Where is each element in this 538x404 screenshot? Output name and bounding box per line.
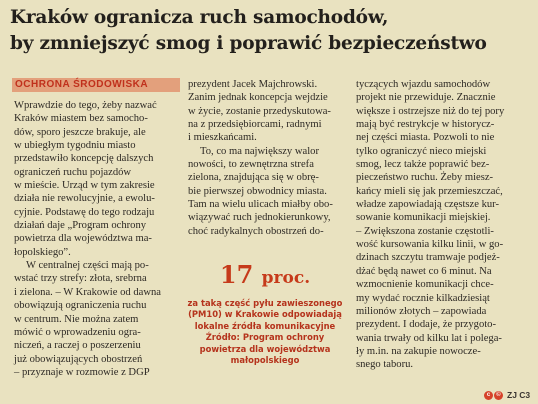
text-line: choć radykalnych obostrzeń do- [188,225,324,237]
text-line: kańcy mieli się jak przemieszczać, [356,185,503,197]
highlight-box [170,258,360,366]
text-line: przedstawiło koncepcję dalszych [14,153,154,165]
highlight-line: Źródło: Program ochrony [205,332,325,343]
text-line: większe i ostrzejsze niż do tej pory [356,105,505,117]
text-line: Wprawdzie do tego, żeby nazwać [14,100,157,111]
article-column-2 [188,78,358,238]
text-line: nej części miasta. Pozwoli to nie [356,132,495,144]
copyright-icon: © [494,391,503,400]
text-line: W centralnej części mają po- [26,260,149,272]
text-line: wzmocnienie komunikacji chce- [356,279,494,291]
text-line: nowości, to zewnętrzna strefa [188,159,314,171]
text-line: na z przedsiębiorcami, radnymi [188,119,322,131]
highlight-line: za taką część pyłu zawieszonego [187,298,343,308]
cc-icon: c [484,391,493,400]
text-line: snego taboru. [356,359,414,371]
headline [10,5,530,57]
text-line: Tam na wielu ulicach miałby obo- [188,199,333,211]
headline-line-1: Kraków ogranicza ruch samochodów, [10,7,389,28]
highlight-line: (PM10) w Krakowie odpowiadają [188,309,342,320]
text-line: smog, lecz także poprawić bez- [356,159,490,171]
highlight-value: 17 [219,260,254,289]
text-line: dzinach szczytu tramwaje podjeż- [356,252,500,264]
text-line: w centrum. Nie można zatem [14,313,139,325]
text-line: wstać trzy strefy: złota, srebrna [14,273,147,285]
footer-mark [484,389,530,402]
highlight-line: małopolskiego [230,355,300,366]
text-line: w ubiegłym tygodniu miasto [14,140,136,152]
text-line: ograniczeń ruchu pojazdów [14,166,132,178]
text-line: już obowiązujących obostrzeń [14,353,143,365]
highlight-unit: proc. [261,268,311,288]
text-line: dów, sporo jeszcze brakuje, ale [14,126,146,138]
text-line: To, co ma największy walor [200,145,319,157]
text-line: tylko ograniczyć nieco miejski [356,145,487,157]
text-line: sowanie komunikacji miejskiej. [356,212,491,224]
highlight-line: powietrza dla województwa [199,343,331,354]
text-line: prezydent. I dodaje, że przygoto- [356,319,497,331]
text-line: zielona, znajdująca się w obrę- [188,172,319,184]
text-line: w mieście. Urząd w tym zakresie [14,180,155,192]
text-line: wania trwały od kilku lat i polega- [356,332,502,344]
text-line: władze zapowiadają częstsze kur- [356,199,500,211]
highlight-caption [170,298,360,366]
text-line: cyjnie. Podstawę do tego rodzaju [14,206,155,218]
highlight-number [170,258,360,295]
text-line: powietrza dla województwa ma- [14,233,152,245]
text-line: działań daje „Program ochrony [14,220,147,232]
text-line: ły m.in. na zakupie nowocze- [356,345,481,357]
text-line: – przyznaje w rozmowie z DGP [14,366,150,378]
text-line: i mieszkańcami. [188,132,257,144]
section-label: OCHRONA ŚRODOWISKA [12,78,180,92]
headline-line-2: by zmniejszyć smog i poprawić bezpieczeństwo [10,33,487,54]
text-line: – Zwiększona zostanie częstotli- [356,225,494,237]
text-line: tyczących wjazdu samochodów [356,79,491,90]
text-line: mają być restrykcje w historycz- [356,119,495,131]
text-line: dżać będą nawet co 6 minut. Na [356,265,492,277]
text-line: w życie, zostanie przedyskutowa- [188,105,331,117]
text-line: pieczeństwo ruchu. Żeby miesz- [356,172,494,184]
text-line: niczeń, a raczej o poszerzeniu [14,340,141,352]
text-line: bie pierwszej obwodnicy miasta. [188,185,327,197]
highlight-line: lokalne źródła komunikacyjne [194,320,336,331]
text-line: my wydać rocznie kilkadziesiąt [356,292,490,304]
article-column-1 [14,99,184,379]
text-line: wiązywać ruch jednokierunkowy, [188,212,331,224]
text-line: działa nie rewolucyjnie, a ewolu- [14,193,155,205]
footer-text: ZJ C3 [507,390,531,400]
text-line: Zanim jednak koncepcja wejdzie [188,92,328,104]
text-line: i zielona. – W Krakowie od dawna [14,286,161,298]
text-line: mówić o wprowadzeniu ogra- [14,326,141,338]
text-line: wość kursowania kilku linii, w go- [356,239,504,251]
text-line: łopolskiego”. [14,246,71,258]
text-line: obowiązują ograniczenia ruchu [14,300,147,312]
article-column-3 [356,78,528,372]
text-line: Kraków miastem bez samocho- [14,113,148,125]
text-line: prezydent Jacek Majchrowski. [188,79,318,90]
text-line: projekt nie przewiduje. Znacznie [356,92,496,104]
text-line: milionów złotych – zapowiada [356,305,487,317]
